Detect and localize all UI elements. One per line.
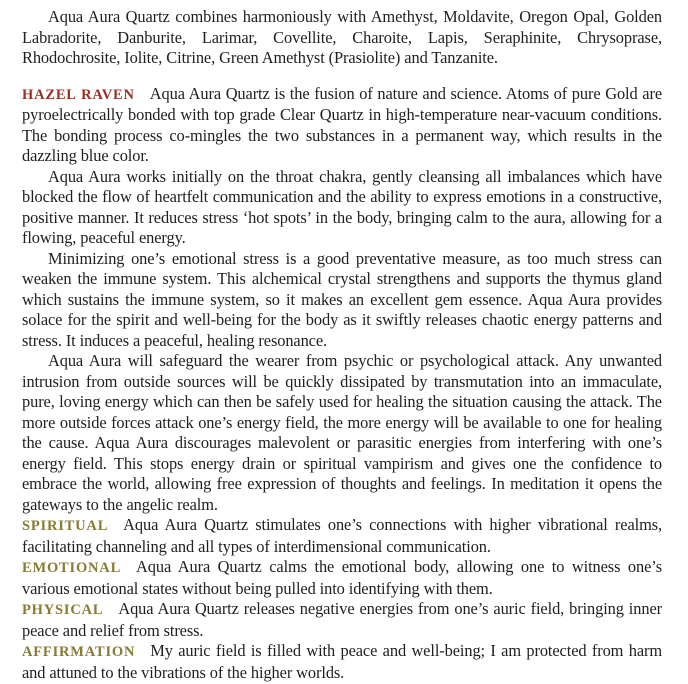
affirmation-label: AFFIRMATION bbox=[22, 644, 136, 660]
paragraph-text: Minimizing one’s emotional stress is a good preventative measure, as too much stress can weaken the immune system. This alchemical crystal strengthens and supports the thymus gland which sustains the immune system, so it makes an excellent gem essence. Aqua Aura provides solace for the spirit and well-being for the body as it swiftly releases chaotic energy patterns and stress. It induces a peaceful, healing resonance. bbox=[22, 248, 662, 350]
paragraph-physical bbox=[22, 599, 662, 641]
paragraph-affirmation bbox=[22, 641, 662, 683]
paragraph-hazel-raven bbox=[22, 84, 662, 167]
paragraph-psychic-protection bbox=[22, 351, 662, 515]
paragraph-text: Aqua Aura Quartz calms the emotional body, allowing one to witness one’s various emotional states without being pulled into identifying with them. bbox=[22, 557, 662, 598]
paragraph-text: Aqua Aura Quartz combines harmoniously with Amethyst, Moldavite, Oregon Opal, Golden Labradorite, Danburite, Larimar, Covellite, Charoite, Lapis, Seraphinite, Chrysoprase, Rhodochrosite, Iolite, Citrine, Green Amethyst (Prasiolite) and Tanzanite. bbox=[22, 7, 662, 67]
spiritual-label: SPIRITUAL bbox=[22, 518, 109, 534]
emotional-label: EMOTIONAL bbox=[22, 560, 122, 576]
paragraph-combines-with bbox=[22, 7, 662, 69]
paragraph-text: My auric field is filled with peace and well-being; I am protected from harm and attuned to the vibrations of the higher worlds. bbox=[22, 641, 662, 682]
paragraph-spiritual bbox=[22, 515, 662, 557]
paragraph-text: Aqua Aura Quartz releases negative energies from one’s auric field, bringing inner peace and relief from stress. bbox=[22, 599, 662, 640]
physical-label: PHYSICAL bbox=[22, 602, 104, 618]
paragraph-throat-chakra bbox=[22, 167, 662, 249]
paragraph-text: Aqua Aura Quartz is the fusion of nature and science. Atoms of pure Gold are pyroelectrically bonded with top grade Clear Quartz in high-temperature near-vacuum conditions. The bonding process co-mingles the two substances in a permanent way, which results in the dazzling blue color. bbox=[22, 83, 662, 165]
paragraph-text: Aqua Aura works initially on the throat chakra, gently cleansing all imbalances which have blocked the flow of heartfelt communication and the ability to express emotions in a constructive, positive manner. It reduces stress ‘hot spots’ in the body, bringing calm to the aura, allowing for a flowing, peaceful energy. bbox=[22, 166, 662, 247]
paragraph-text: Aqua Aura Quartz stimulates one’s connections with higher vibrational realms, facilitating channeling and all types of interdimensional communication. bbox=[22, 515, 662, 556]
paragraph-immune-system bbox=[22, 249, 662, 352]
paragraph-emotional bbox=[22, 557, 662, 599]
author-label: HAZEL RAVEN bbox=[22, 86, 135, 103]
paragraph-text: Aqua Aura will safeguard the wearer from psychic or psychological attack. Any unwanted intrusion from outside sources will be quickly dissipated by transmutation into an immaculate, pure, loving energy which can then be safely used for healing the situation causing the attack. The more outside forces attack one’s energy field, the more energy will be available to one for healing the cause. Aqua Aura discourages malevolent or parasitic energies from interfering with one’s energy field. This stops energy drain or spiritual vampirism and gives one the confidence to embrace the world, allowing free expression of thoughts and feelings. In meditation it opens the gateways to the angelic realm. bbox=[22, 351, 662, 514]
